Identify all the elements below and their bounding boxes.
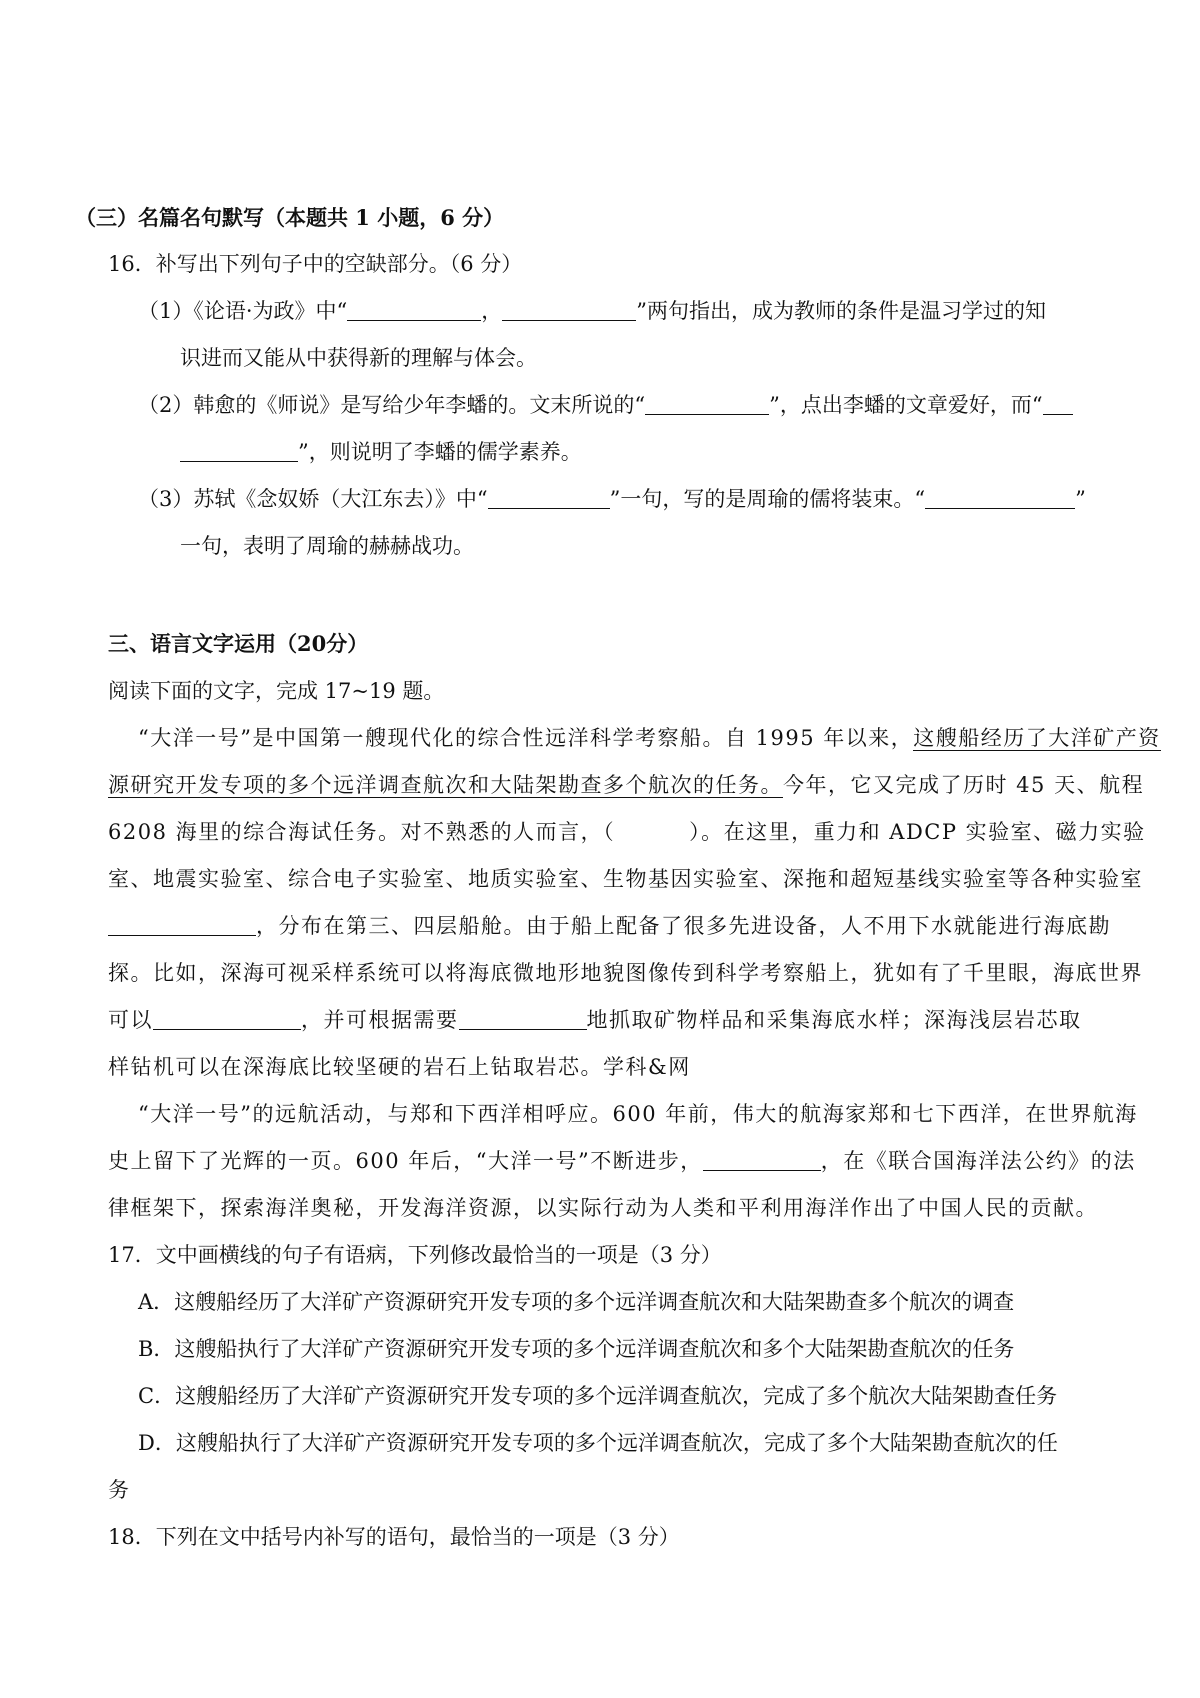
underlined-sentence: 源研究开发专项的多个远洋调查航次和大陆架勘查多个航次的任务。 bbox=[108, 773, 783, 797]
passage-p1-line7: 可以 ，并可根据需要 地抓取矿物样品和采集海底水样；深海浅层岩芯取 bbox=[108, 1008, 1082, 1032]
passage-p1-line1: “大洋一号”是中国第一艘现代化的综合性远洋科学考察船。自 1995 年以来，这艘船经历了大洋矿产资 bbox=[138, 726, 1161, 750]
passage-p1-line2: 源研究开发专项的多个远洋调查航次和大陆架勘查多个航次的任务。今年，它又完成了历时 45 天、航程 bbox=[108, 773, 1145, 797]
fill-blank[interactable] bbox=[153, 1007, 301, 1030]
q16-item-1-cont: 识进而又能从中获得新的理解与体会。 bbox=[180, 346, 537, 370]
passage-p1-line3: 6208 海里的综合海试任务。对不熟悉的人而言，（ ）。在这里，重力和 ADCP 实验室、磁力实验 bbox=[108, 820, 1146, 844]
fill-blank[interactable] bbox=[703, 1148, 821, 1171]
fill-blank[interactable] bbox=[108, 913, 256, 936]
passage-p2-line3: 律框架下，探索海洋奥秘，开发海洋资源，以实际行动为人类和平利用海洋作出了中国人民的贡献。 bbox=[108, 1196, 1098, 1220]
fill-blank[interactable] bbox=[925, 486, 1075, 509]
reading-instruction: 阅读下面的文字，完成 17~19 题。 bbox=[108, 679, 445, 703]
subsection-heading: （三）名篇名句默写（本题共 1 小题，6 分） bbox=[75, 205, 505, 230]
underlined-sentence: 这艘船经历了大洋矿产资 bbox=[913, 726, 1161, 750]
question-18-stem: 18．下列在文中括号内补写的语句，最恰当的一项是（3 分） bbox=[108, 1525, 680, 1549]
passage-p1-line6: 探。比如，深海可视采样系统可以将海底微地形地貌图像传到科学考察船上，犹如有了千里眼，海底世界 bbox=[108, 961, 1143, 985]
passage-p2-line2: 史上留下了光辉的一页。600 年后，“大洋一号”不断进步， ，在《联合国海洋法公约》的法 bbox=[108, 1149, 1136, 1173]
passage-p1-line5: ，分布在第三、四层船舱。由于船上配备了很多先进设备，人不用下水就能进行海底勘 bbox=[108, 912, 1111, 940]
question-16-stem: 16．补写出下列句子中的空缺部分。（6 分） bbox=[108, 252, 523, 276]
fill-blank[interactable] bbox=[502, 298, 636, 321]
fill-blank[interactable] bbox=[1043, 392, 1073, 415]
q16-item-3-cont: 一句，表明了周瑜的赫赫战功。 bbox=[180, 534, 474, 558]
option-c[interactable]: C．这艘船经历了大洋矿产资源研究开发专项的多个远洋调查航次，完成了多个航次大陆架勘查任务 bbox=[138, 1384, 1058, 1408]
q16-item-1: （1）《论语·为政》中“ ， ”两句指出，成为教师的条件是温习学过的知 bbox=[138, 299, 1047, 323]
section-heading: 三、语言文字运用（20分） bbox=[108, 631, 369, 656]
fill-blank[interactable] bbox=[180, 439, 298, 462]
passage-p1-line8: 样钻机可以在深海底比较坚硬的岩石上钻取岩芯。学科&网 bbox=[108, 1055, 691, 1079]
fill-blank[interactable] bbox=[645, 392, 769, 415]
question-17-stem: 17．文中画横线的句子有语病，下列修改最恰当的一项是（3 分） bbox=[108, 1243, 722, 1267]
option-d-cont: 务 bbox=[108, 1478, 129, 1502]
passage-p2-line1: “大洋一号”的远航活动，与郑和下西洋相呼应。600 年前，伟大的航海家郑和七下西洋，在世界航海 bbox=[138, 1102, 1138, 1126]
fill-blank[interactable] bbox=[488, 486, 610, 509]
passage-p1-line4: 室、地震实验室、综合电子实验室、地质实验室、生物基因实验室、深拖和超短基线实验室等各种实验室 bbox=[108, 867, 1143, 891]
fill-blank[interactable] bbox=[347, 298, 481, 321]
option-d[interactable]: D．这艘船执行了大洋矿产资源研究开发专项的多个远洋调查航次，完成了多个大陆架勘查航次的任 bbox=[138, 1431, 1058, 1455]
q16-item-2-cont: ”，则说明了李蟠的儒学素养。 bbox=[180, 438, 582, 466]
q16-item-2: （2）韩愈的《师说》是写给少年李蟠的。文末所说的“ ”，点出李蟠的文章爱好，而“ bbox=[138, 391, 1073, 419]
option-a[interactable]: A．这艘船经历了大洋矿产资源研究开发专项的多个远洋调查航次和大陆架勘查多个航次的调查 bbox=[138, 1290, 1015, 1314]
fill-blank[interactable] bbox=[459, 1007, 587, 1030]
q16-item-3: （3）苏轼《念奴娇（大江东去）》中“ ”一句，写的是周瑜的儒将装束。“ ” bbox=[138, 487, 1086, 511]
option-b[interactable]: B．这艘船执行了大洋矿产资源研究开发专项的多个远洋调查航次和多个大陆架勘查航次的任务 bbox=[138, 1337, 1015, 1361]
